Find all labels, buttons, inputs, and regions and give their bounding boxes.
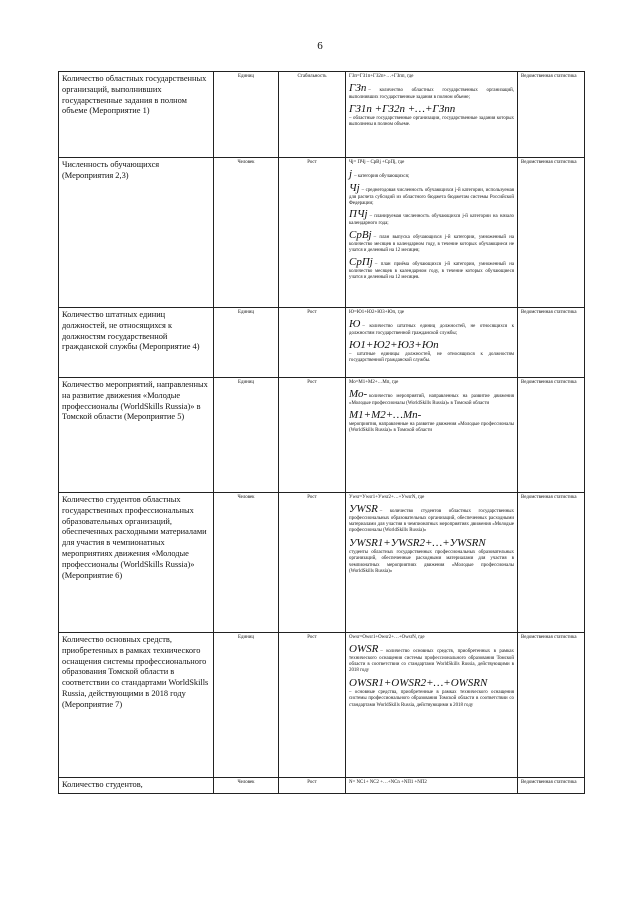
term-symbol: СрВj bbox=[349, 228, 372, 241]
term-symbol: j bbox=[349, 167, 353, 180]
formula-cell bbox=[346, 158, 518, 308]
source-cell bbox=[518, 493, 585, 633]
source-cell bbox=[518, 308, 585, 378]
unit-cell bbox=[214, 493, 279, 633]
unit-cell bbox=[214, 72, 279, 158]
indicator-cell bbox=[59, 493, 214, 633]
source-label: Ведомственная статистика bbox=[521, 160, 577, 165]
formula-term bbox=[349, 207, 514, 227]
term-description: – категория обучающихся; bbox=[354, 173, 410, 179]
term-description: – количество основных средств, приобретенных в рамках технического оснащения системы профессионального образования Томской области в соответствии со стандартами WorldSkills Russia, действующими в 2018 году bbox=[349, 648, 514, 674]
unit-label: Человек bbox=[237, 780, 255, 785]
trend-cell bbox=[279, 308, 346, 378]
formula-term bbox=[349, 536, 514, 576]
formula-term bbox=[349, 408, 514, 435]
source-label: Ведомственная статистика bbox=[521, 380, 577, 385]
term-symbol: Чj bbox=[349, 181, 360, 194]
formula-term bbox=[349, 81, 514, 101]
formula-term bbox=[349, 167, 514, 181]
trend-label: Рост bbox=[307, 160, 317, 165]
indicator-cell bbox=[59, 158, 214, 308]
formula-term bbox=[349, 317, 514, 337]
table-row bbox=[59, 778, 585, 794]
indicator-name: Количество студентов, bbox=[62, 780, 143, 789]
formula-text: N= NC1+ NC2 +…+NCn +NП1 +NП2 bbox=[349, 780, 427, 785]
term-description: – количество областных государственных организаций, выполнивших государственные задания в полном объеме; bbox=[349, 87, 514, 100]
formula-cell bbox=[346, 72, 518, 158]
term-symbol: ГЗ1п +ГЗ2п +…+ГЗпп bbox=[349, 103, 456, 115]
term-description: – областные государственные организации, государственные задания которых выполнены в полном объеме. bbox=[349, 116, 514, 128]
trend-cell bbox=[279, 493, 346, 633]
term-symbol: УWSR1+УWSR2+…+УWSRN bbox=[349, 536, 486, 549]
unit-label: Человек bbox=[237, 160, 255, 165]
formula-term bbox=[349, 228, 514, 255]
formula-term bbox=[349, 676, 514, 709]
term-description: мероприятия, направленные на развитие движения «Молодые профессионалы (WorldSkills Russia)» в Томской области bbox=[349, 422, 514, 434]
indicator-name: Количество областных государственных организаций, выполнивших государственные задания в полном объеме (Мероприятие 1) bbox=[62, 74, 207, 116]
formula-text: Мо=М1+М2+…Мп, где bbox=[349, 380, 399, 385]
source-cell bbox=[518, 158, 585, 308]
source-cell bbox=[518, 378, 585, 493]
term-description: студенты областных государственных профессиональных образовательных организаций, обеспеченные расходными материалами для участия в чемпионатных мероприятиях движения «Молодые профессионалы (WorldSkills Russia)» bbox=[349, 549, 514, 575]
trend-label: Рост bbox=[307, 780, 317, 785]
trend-cell bbox=[279, 158, 346, 308]
indicator-name: Количество мероприятий, направленных на развитие движения «Молодые профессионалы (WorldSkills Russia)» в Томской области (Мероприятие 5) bbox=[62, 380, 208, 422]
term-symbol: ОWSR1+ОWSR2+…+ОWSRN bbox=[349, 676, 488, 689]
trend-cell bbox=[279, 633, 346, 778]
indicator-name: Количество штатных единиц должностей, не относящихся к должностям государственной гражданской службы (Мероприятие 4) bbox=[62, 310, 200, 352]
unit-label: Единиц bbox=[238, 74, 254, 79]
formula-cell bbox=[346, 778, 518, 794]
table-row bbox=[59, 378, 585, 493]
indicator-name: Количество основных средств, приобретенных в рамках технического оснащения системы профессионального образования Томской области в соответствии со стандартами WorldSkills Russia, действующими в 2018 году (Мероприятие 7) bbox=[62, 635, 209, 709]
unit-cell bbox=[214, 633, 279, 778]
indicator-cell bbox=[59, 72, 214, 158]
indicator-cell bbox=[59, 633, 214, 778]
term-description: – план приёма обучающихся j-й категории, умноженный на количество месяцев в календарном году, в течение которых обучающиеся учатся и деленный на 12 месяцев. bbox=[349, 261, 514, 281]
term-symbol: ГЗп bbox=[349, 81, 367, 94]
indicators-table bbox=[58, 71, 585, 794]
formula-term bbox=[349, 255, 514, 282]
formula-cell bbox=[346, 493, 518, 633]
formula-term bbox=[349, 338, 514, 365]
term-symbol: СрПj bbox=[349, 255, 373, 268]
term-symbol: Ю1+Ю2+Ю3+Юп bbox=[349, 339, 439, 351]
formula-term bbox=[349, 181, 514, 208]
term-symbol: ОWSR bbox=[349, 642, 379, 655]
source-cell bbox=[518, 72, 585, 158]
formula-term bbox=[349, 502, 514, 535]
table-row bbox=[59, 72, 585, 158]
formula-term bbox=[349, 387, 514, 407]
table-row bbox=[59, 308, 585, 378]
term-symbol: Мо- bbox=[349, 387, 368, 400]
page-number: 6 bbox=[317, 40, 323, 52]
indicator-cell bbox=[59, 308, 214, 378]
formula-text: Чj= ПЧj – СрВj +СрПj, где bbox=[349, 160, 405, 165]
unit-label: Человек bbox=[237, 495, 255, 500]
term-description: – среднегодовая численность обучающихся j-й категории, используемая для расчета субсидий из областного бюджета бюджетам системы Российской Федерации; bbox=[349, 187, 514, 206]
unit-cell bbox=[214, 378, 279, 493]
trend-cell bbox=[279, 778, 346, 794]
unit-cell bbox=[214, 158, 279, 308]
trend-cell bbox=[279, 72, 346, 158]
formula-cell bbox=[346, 378, 518, 493]
trend-label: Рост bbox=[307, 310, 317, 315]
term-symbol: Ю bbox=[349, 317, 361, 330]
unit-label: Единиц bbox=[238, 380, 254, 385]
indicator-cell bbox=[59, 778, 214, 794]
table-row bbox=[59, 493, 585, 633]
formula-text: Оwsr=Оwsr1+Оwsr2+…+ОwsrN, где bbox=[349, 635, 425, 640]
unit-cell bbox=[214, 308, 279, 378]
source-label: Ведомственная статистика bbox=[521, 495, 577, 500]
term-description: количество мероприятий, направленных на развитие движения «Молодые профессионалы (WorldSkills Russia)» в Томской области bbox=[349, 393, 514, 406]
indicator-cell bbox=[59, 378, 214, 493]
source-label: Ведомственная статистика bbox=[521, 635, 577, 640]
unit-label: Единиц bbox=[238, 310, 254, 315]
term-description: – штатные единицы должностей, не относящихся к должностям государственной гражданской службы. bbox=[349, 352, 514, 364]
trend-label: Рост bbox=[307, 380, 317, 385]
term-symbol: УWSR bbox=[349, 502, 378, 515]
formula-cell bbox=[346, 633, 518, 778]
table-row bbox=[59, 633, 585, 778]
term-description: – количество штатных единиц должностей, не относящихся к должностям государственной гражданской службы; bbox=[349, 323, 514, 336]
term-symbol: ПЧj bbox=[349, 208, 368, 221]
term-symbol: М1+М2+…Мп- bbox=[349, 409, 422, 421]
formula-term bbox=[349, 102, 514, 129]
term-description: – количество студентов областных государственных профессиональных образовательных организаций, обеспеченных расходными материалами для участия в чемпионатных мероприятиях движения «Молодые профессионалы (WorldSkills Russia)» bbox=[349, 508, 514, 534]
indicator-name: Количество студентов областных государственных профессиональных образовательных организаций, обеспеченных расходными материалами для участия в чемпионатных мероприятиях движения «Молодые профессионалы (WorldSkills Russia)» (Мероприятие 6) bbox=[62, 495, 207, 580]
formula-text: ГЗп=ГЗ1п+ГЗ2п+…+ГЗпп, где bbox=[349, 74, 414, 79]
trend-label: Рост bbox=[307, 635, 317, 640]
unit-label: Единиц bbox=[238, 635, 254, 640]
formula-cell bbox=[346, 308, 518, 378]
term-description: – основные средства, приобретенные в рамках технического оснащения системы профессионального образования Томской области в соответствии со стандартами WorldSkills Russia, действующими в 2018 году bbox=[349, 689, 514, 708]
source-cell bbox=[518, 633, 585, 778]
formula-term bbox=[349, 642, 514, 675]
formula-text: Ю=Ю1+Ю2+Ю3+Юп, где bbox=[349, 310, 404, 315]
source-cell bbox=[518, 778, 585, 794]
source-label: Ведомственная статистика bbox=[521, 310, 577, 315]
trend-label: Стабильность bbox=[297, 74, 327, 79]
table-row bbox=[59, 158, 585, 308]
unit-cell bbox=[214, 778, 279, 794]
indicator-name: Численность обучающихся (Мероприятия 2,3) bbox=[62, 160, 160, 180]
term-description: – планируемая численность обучающихся j-й категории на начало календарного года; bbox=[349, 214, 514, 227]
trend-label: Рост bbox=[307, 495, 317, 500]
source-label: Ведомственная статистика bbox=[521, 74, 577, 79]
term-description: – план выпуска обучающихся j-й категории, умноженный на количество месяцев в календарном году, в течение которых обучающиеся не учатся и деленный на 12 месяцев; bbox=[349, 234, 514, 254]
source-label: Ведомственная статистика bbox=[521, 780, 577, 785]
formula-text: Уwsr=Уwsr1+Уwsr2+…+УwsrN, где bbox=[349, 495, 425, 500]
trend-cell bbox=[279, 378, 346, 493]
